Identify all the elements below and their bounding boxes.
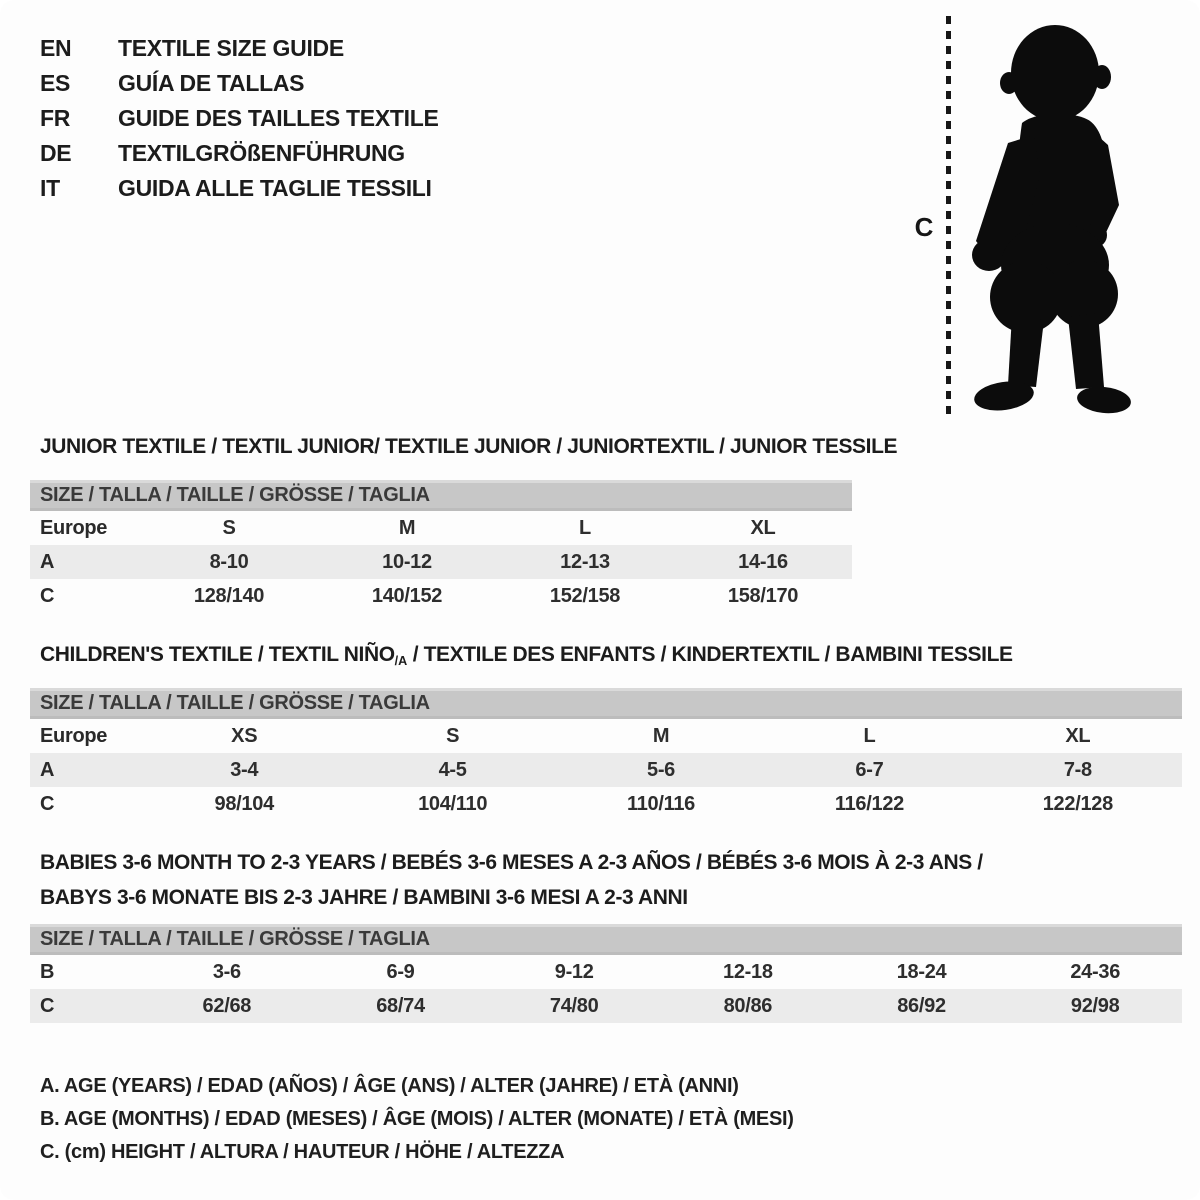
lang-row-de	[40, 136, 439, 171]
height-cell: 68/74	[376, 995, 425, 1017]
size-cell: S	[446, 725, 460, 747]
months-cell: 6-9	[386, 961, 415, 983]
height-cell: 158/170	[727, 585, 799, 607]
babies-row-height	[30, 989, 1182, 1023]
row-label: A	[40, 551, 55, 573]
toddler-silhouette-icon	[956, 13, 1144, 417]
height-cell: 116/122	[834, 793, 904, 815]
height-cell: 86/92	[897, 995, 946, 1017]
children-title-before: CHILDREN'S TEXTILE / TEXTIL NIÑO	[40, 643, 395, 666]
size-cell: M	[398, 517, 416, 539]
babies-section-title	[40, 845, 983, 915]
height-cell: 62/68	[202, 995, 252, 1017]
lang-code-en: EN	[40, 35, 72, 61]
children-title-after: / TEXTILE DES ENFANTS / KINDERTEXTIL / BAMBINI TESSILE	[407, 643, 1013, 666]
months-cell: 12-18	[723, 961, 773, 983]
row-label: B	[40, 961, 55, 983]
junior-row-europe	[30, 511, 852, 545]
size-cell: XL	[750, 517, 776, 539]
age-cell: 12-13	[560, 551, 610, 573]
lang-code-fr: FR	[40, 105, 71, 131]
children-size-table	[30, 688, 1182, 821]
junior-size-header-bar: SIZE / TALLA / TAILLE / GRÖSSE / TAGLIA	[30, 480, 852, 511]
months-cell: 9-12	[554, 961, 594, 983]
legend-line-b: B. AGE (MONTHS) / EDAD (MESES) / ÂGE (MOIS) / ALTER (MONATE) / ETÀ (MESI)	[40, 1108, 794, 1130]
height-cell: 92/98	[1070, 995, 1120, 1017]
babies-row-months	[30, 955, 1182, 989]
row-label: Europe	[40, 517, 108, 539]
row-label: C	[40, 793, 55, 815]
lang-code-de: DE	[40, 140, 72, 166]
junior-size-table	[30, 480, 852, 613]
lang-code-es: ES	[40, 70, 71, 96]
row-label: C	[40, 995, 55, 1017]
height-cell: 122/128	[1042, 793, 1113, 815]
size-cell: L	[863, 725, 876, 747]
age-cell: 6-7	[855, 759, 884, 781]
babies-size-table	[30, 924, 1182, 1023]
children-row-height	[30, 787, 1182, 821]
age-cell: 8-10	[209, 551, 249, 573]
lang-row-it	[40, 171, 439, 206]
lang-title-it: GUIDA ALLE TAGLIE TESSILI	[118, 175, 432, 201]
age-cell: 7-8	[1063, 759, 1092, 781]
legend-line-c: C. (cm) HEIGHT / ALTURA / HAUTEUR / HÖHE / ALTEZZA	[40, 1141, 565, 1163]
lang-row-es	[40, 66, 439, 101]
months-cell: 18-24	[896, 961, 947, 983]
junior-row-height	[30, 579, 852, 613]
junior-section-title: JUNIOR TEXTILE / TEXTIL JUNIOR/ TEXTILE JUNIOR / JUNIORTEXTIL / JUNIOR TESSILE	[40, 435, 898, 458]
lang-title-es: GUÍA DE TALLAS	[118, 70, 305, 96]
children-title-subscript: /A	[394, 653, 408, 668]
height-cell: 80/86	[723, 995, 773, 1017]
height-cell: 110/116	[627, 793, 696, 815]
height-cell: 152/158	[549, 585, 621, 607]
babies-size-header-bar: SIZE / TALLA / TAILLE / GRÖSSE / TAGLIA	[30, 924, 1182, 955]
row-label: Europe	[40, 725, 108, 747]
size-cell: S	[222, 517, 236, 539]
children-row-europe	[30, 719, 1182, 753]
size-cell: XL	[1065, 725, 1091, 747]
height-cell: 140/152	[371, 585, 443, 607]
height-cell: 98/104	[214, 793, 274, 815]
lang-row-fr	[40, 101, 439, 136]
lang-title-de: TEXTILGRÖßENFÜHRUNG	[118, 140, 405, 166]
months-cell: 3-6	[212, 961, 241, 983]
children-section-title	[40, 643, 1013, 667]
size-cell: L	[579, 517, 591, 539]
children-row-age	[30, 753, 1182, 787]
age-cell: 5-6	[647, 759, 676, 781]
children-size-header-bar: SIZE / TALLA / TAILLE / GRÖSSE / TAGLIA	[30, 688, 1182, 719]
row-label: A	[40, 759, 55, 781]
legend-line-a: A. AGE (YEARS) / EDAD (AÑOS) / ÂGE (ANS) / ALTER (JAHRE) / ETÀ (ANNI)	[40, 1075, 739, 1097]
height-cell: 128/140	[193, 585, 265, 607]
babies-title-line2: BABYS 3-6 MONATE BIS 2-3 JAHRE / BAMBINI 3-6 MESI A 2-3 ANNI	[40, 886, 688, 909]
age-cell: 3-4	[230, 759, 259, 781]
size-cell: XS	[231, 725, 258, 747]
lang-title-fr: GUIDE DES TAILLES TEXTILE	[118, 105, 439, 131]
age-cell: 10-12	[382, 551, 432, 573]
height-cell: 104/110	[418, 793, 488, 815]
junior-row-age	[30, 545, 852, 579]
height-measure-label: C	[914, 212, 934, 242]
measurement-legend	[40, 1070, 794, 1169]
lang-code-it: IT	[40, 175, 60, 201]
age-cell: 14-16	[738, 551, 788, 573]
age-cell: 4-5	[438, 759, 467, 781]
height-cell: 74/80	[549, 995, 599, 1017]
height-measure-dashed-line	[946, 16, 951, 418]
months-cell: 24-36	[1070, 961, 1121, 983]
language-title-list	[40, 31, 439, 206]
lang-title-en: TEXTILE SIZE GUIDE	[118, 35, 344, 61]
row-label: C	[40, 585, 55, 607]
size-cell: M	[652, 725, 670, 747]
lang-row-en	[40, 31, 439, 66]
babies-title-line1: BABIES 3-6 MONTH TO 2-3 YEARS / BEBÉS 3-6 MESES A 2-3 AÑOS / BÉBÉS 3-6 MOIS À 2-3 ANS /	[40, 851, 983, 874]
